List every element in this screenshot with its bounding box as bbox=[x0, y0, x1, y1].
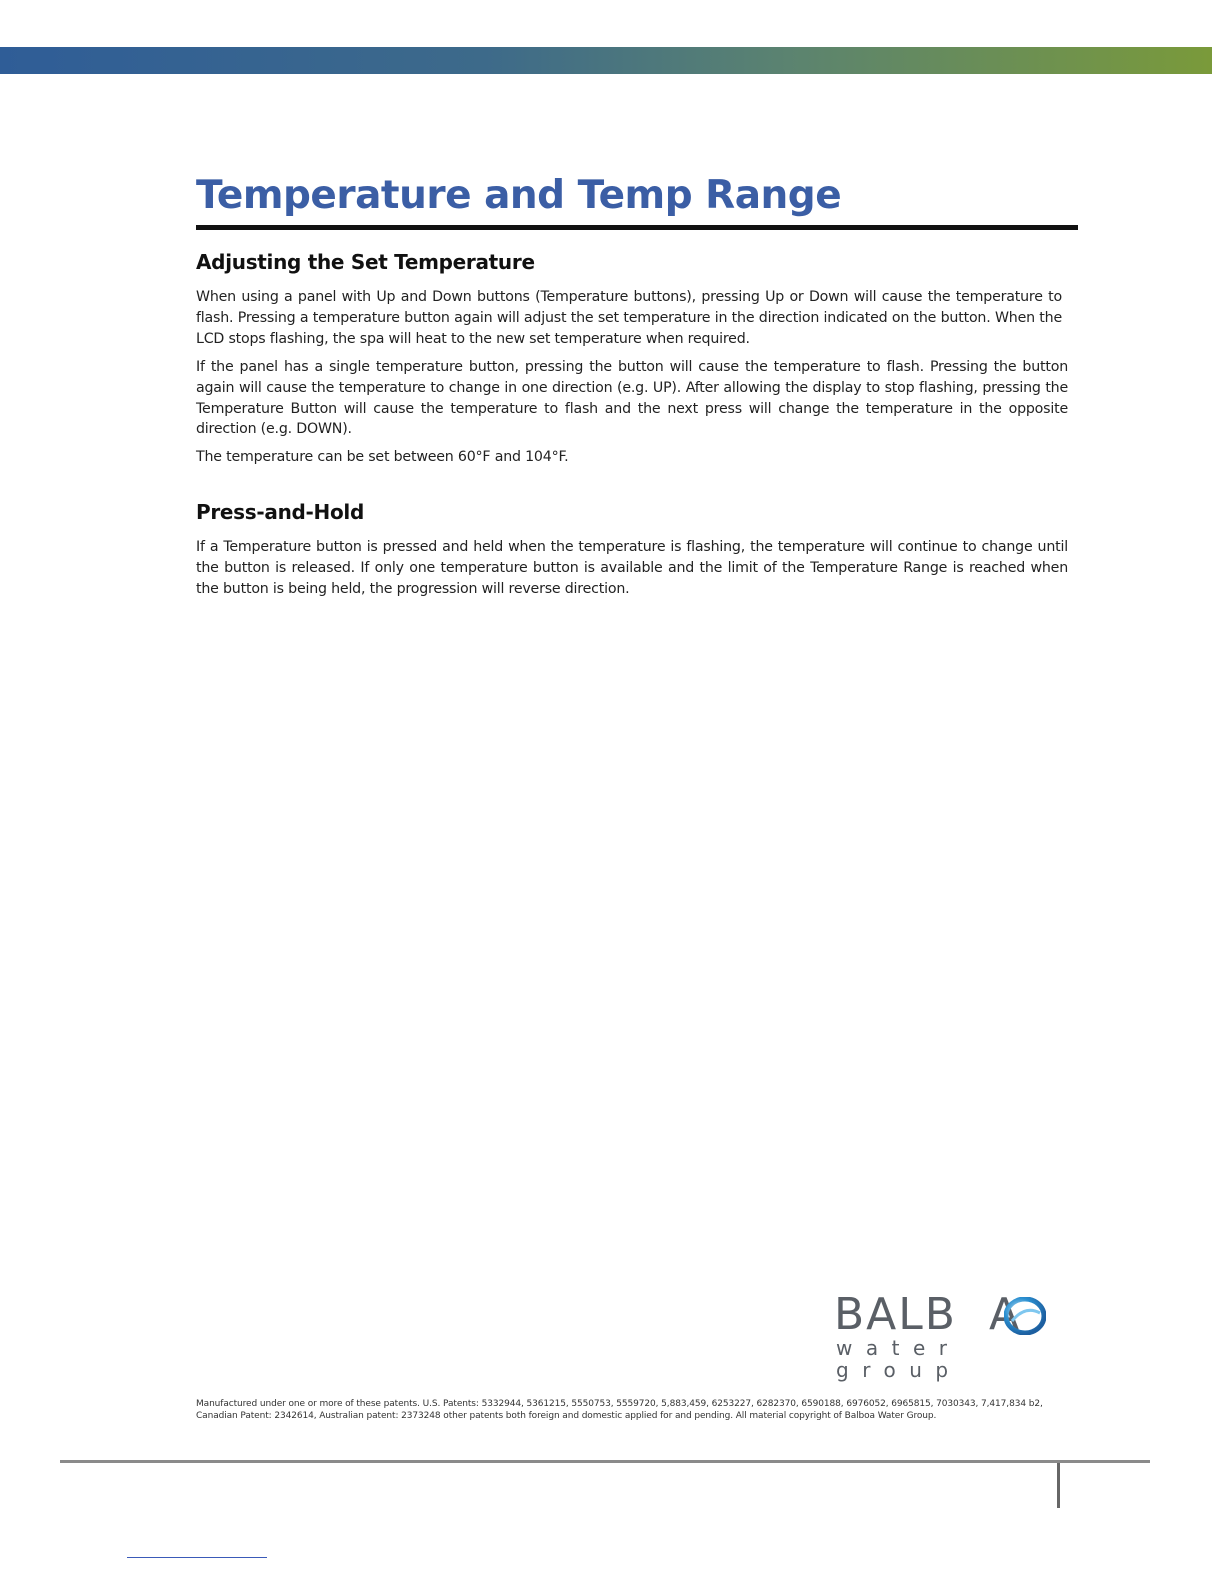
balboa-logo bbox=[834, 1289, 1084, 1382]
page-content bbox=[196, 170, 1078, 222]
section-heading-press-and-hold: Press-and-Hold bbox=[196, 500, 364, 524]
logo-tagline: water group bbox=[836, 1336, 962, 1382]
header-color-band bbox=[0, 47, 1212, 74]
page-title: Temperature and Temp Range bbox=[196, 173, 842, 218]
footer-divider bbox=[60, 1460, 1150, 1463]
bottom-link-underline bbox=[127, 1557, 267, 1558]
footer-page-marker bbox=[1057, 1463, 1060, 1508]
water-drop-icon bbox=[1004, 1297, 1046, 1335]
patent-notice: Manufactured under one or more of these patents. U.S. Patents: 5332944, 5361215, 5550753, 5559720, 5,883,459, 6253227, 6282370, 6590188, 6976052, 6965815, 7030343, 7,417,834 b2, Canadian Patent: 2342614, Australian patent: 2373248 other patents both foreign and domestic applied for and pending. All material copyright of Balboa Water Group. bbox=[196, 1399, 1043, 1421]
section-paragraph: When using a panel with Up and Down buttons (Temperature buttons), pressing Up or Down will cause the temperature to flash. Pressing a temperature button again will adjust the set temperature in the direction indicated on the button. When the LCD stops flashing, the spa will heat to the new set temperature when required. bbox=[196, 289, 1062, 347]
temperature-range-note: The temperature can be set between 60°F and 104°F. bbox=[196, 449, 569, 465]
logo-wordmark: BALB A bbox=[834, 1289, 1022, 1340]
section-heading-adjusting: Adjusting the Set Temperature bbox=[196, 250, 535, 274]
section-paragraph: If a Temperature button is pressed and held when the temperature is flashing, the temperature will continue to change until the button is released. If only one temperature button is available and the limit of the Temperature Range is reached when the button is being held, the progression will reverse direction. bbox=[196, 539, 1068, 597]
section-paragraph: If the panel has a single temperature button, pressing the button will cause the temperature to flash. Pressing the button again will cause the temperature to change in one direction (e.g. UP). After allowing the display to stop flashing, pressing the Temperature Button will cause the temperature to flash and the next press will change the temperature in the opposite direction (e.g. DOWN). bbox=[196, 359, 1068, 438]
title-underline bbox=[196, 225, 1078, 230]
